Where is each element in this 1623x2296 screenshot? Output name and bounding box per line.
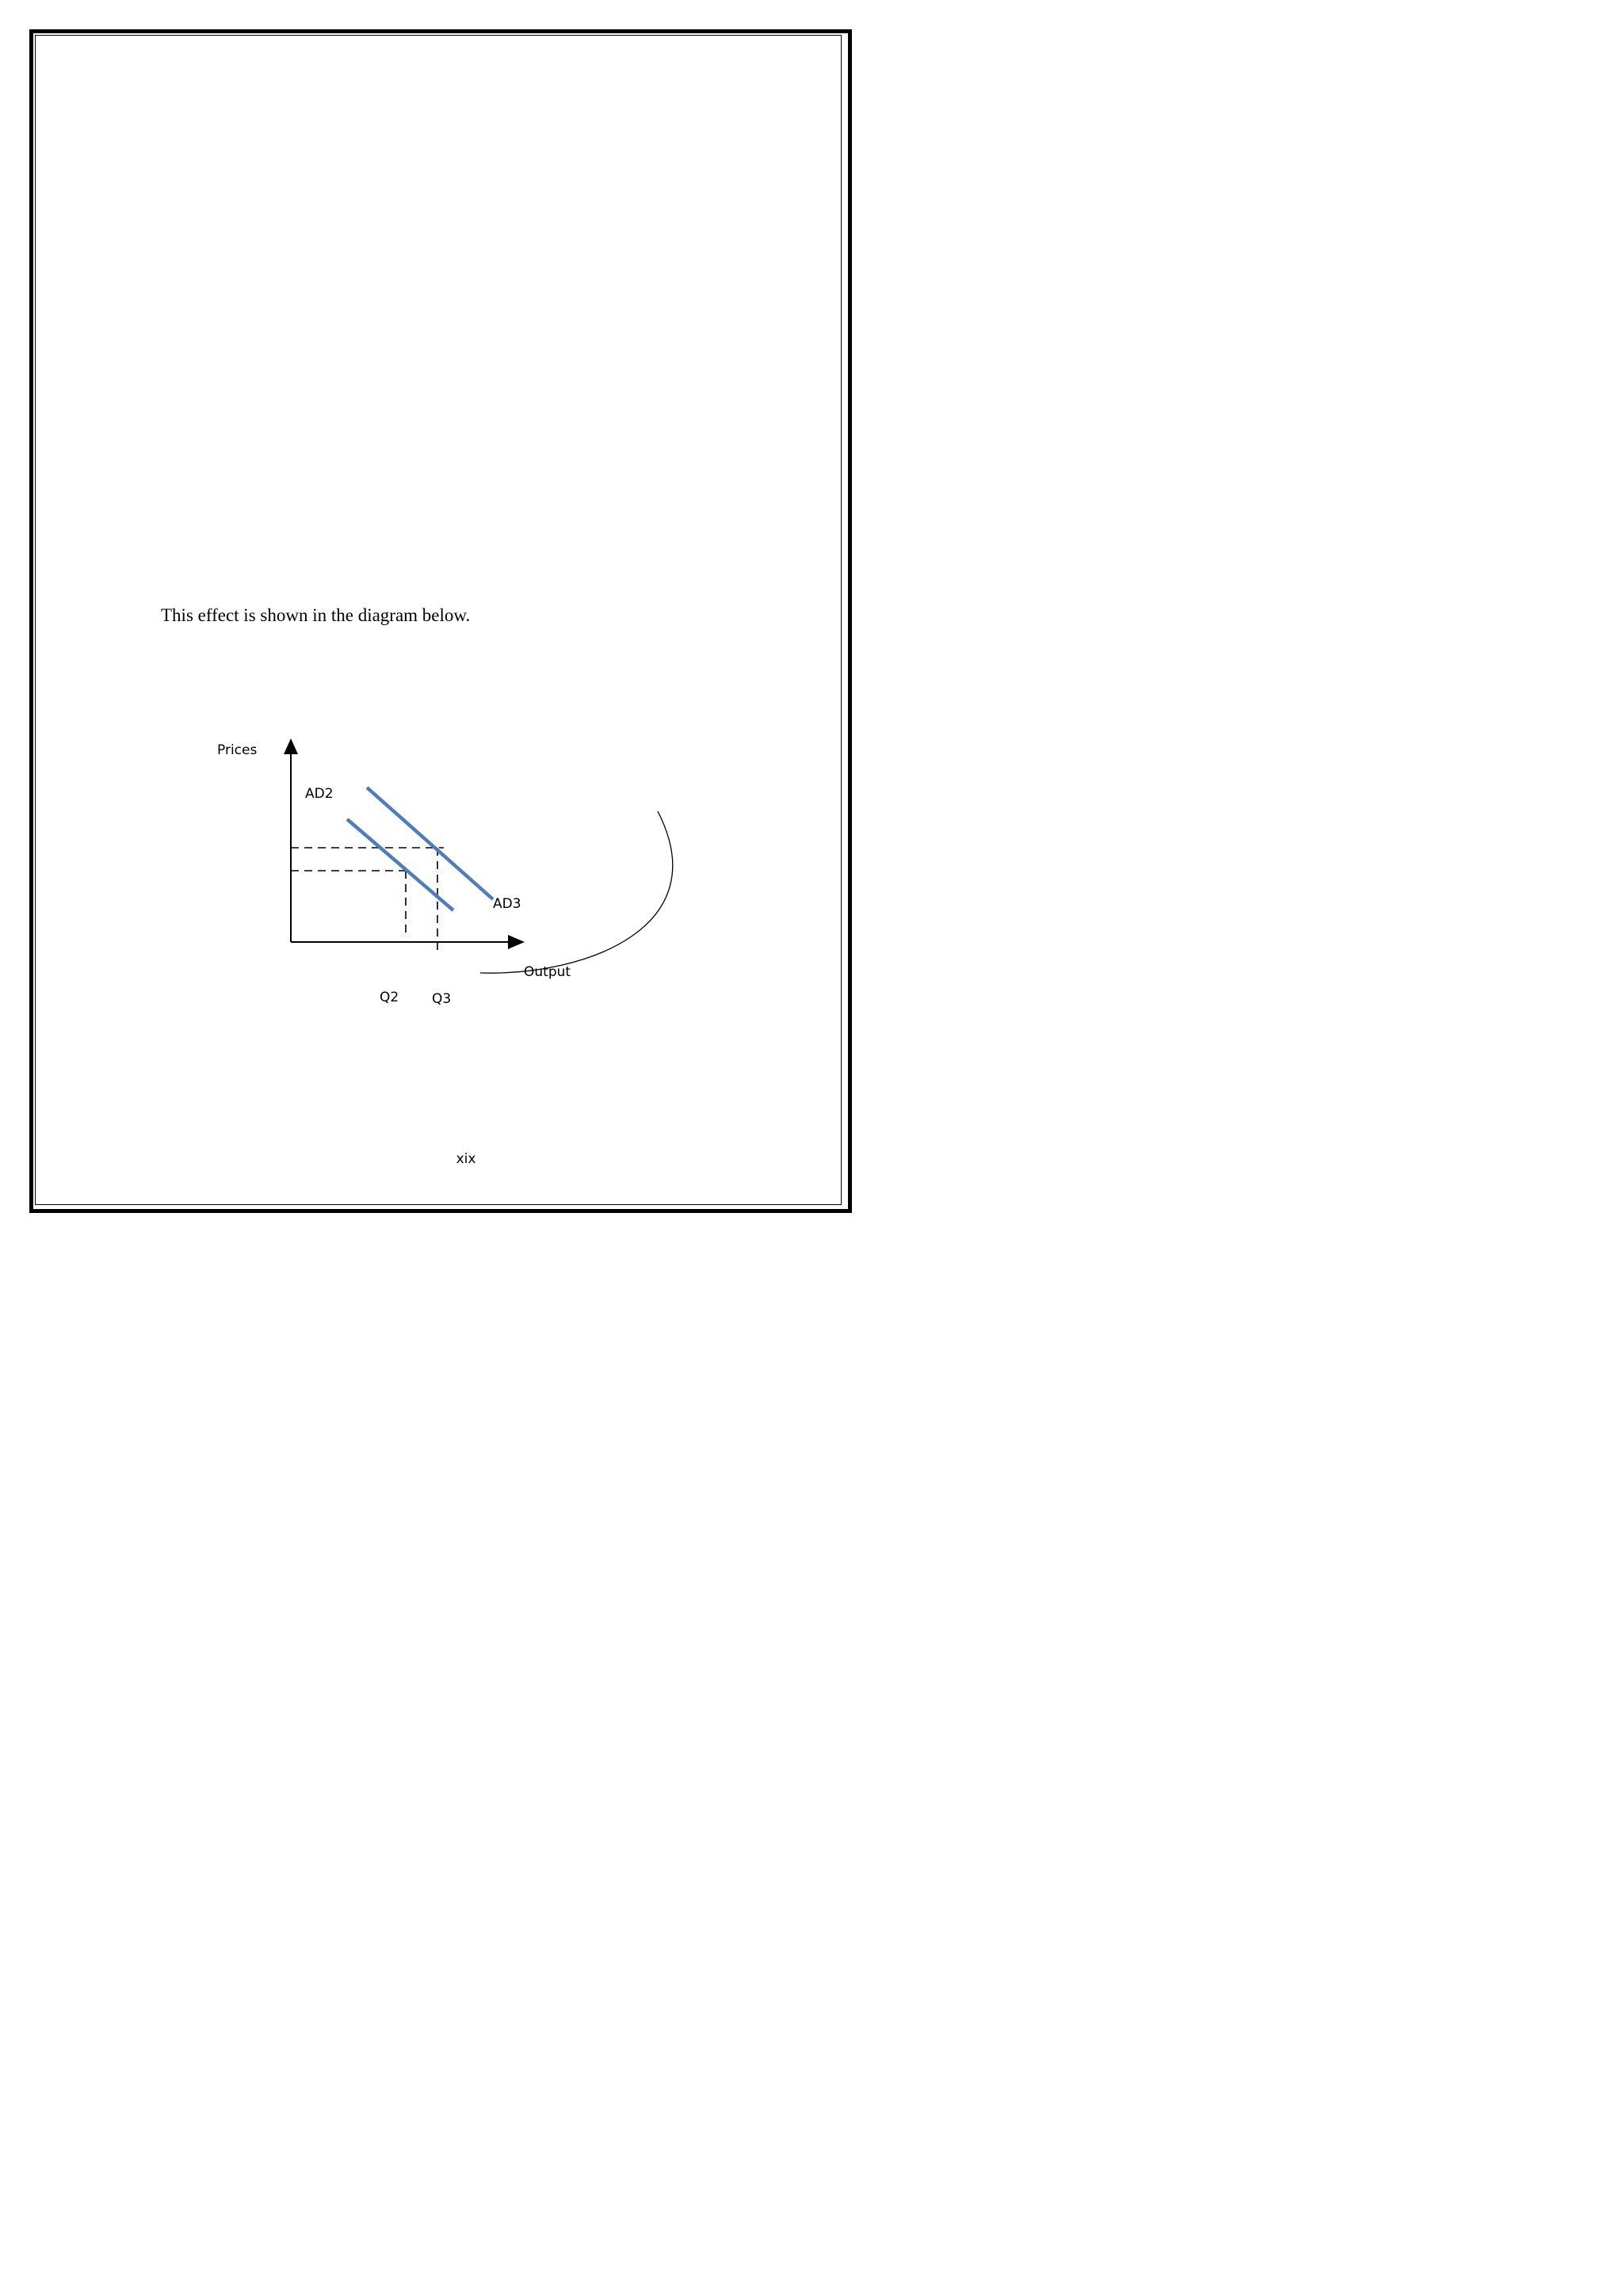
ad3-label: AD3 xyxy=(493,896,521,912)
ad2-label: AD2 xyxy=(305,786,334,802)
curved-connector xyxy=(480,811,673,973)
x-axis-label: Output xyxy=(524,964,571,980)
aggregate-demand-diagram xyxy=(0,0,875,1238)
ad3-curve xyxy=(367,788,493,899)
intro-text: This effect is shown in the diagram below. xyxy=(161,605,471,625)
x-axis-arrowhead xyxy=(508,935,525,949)
page-number: xix xyxy=(456,1151,476,1167)
y-axis-label: Prices xyxy=(217,742,258,758)
q2-label: Q2 xyxy=(380,990,399,1005)
y-axis-arrowhead xyxy=(284,738,298,754)
q3-label: Q3 xyxy=(432,991,452,1007)
